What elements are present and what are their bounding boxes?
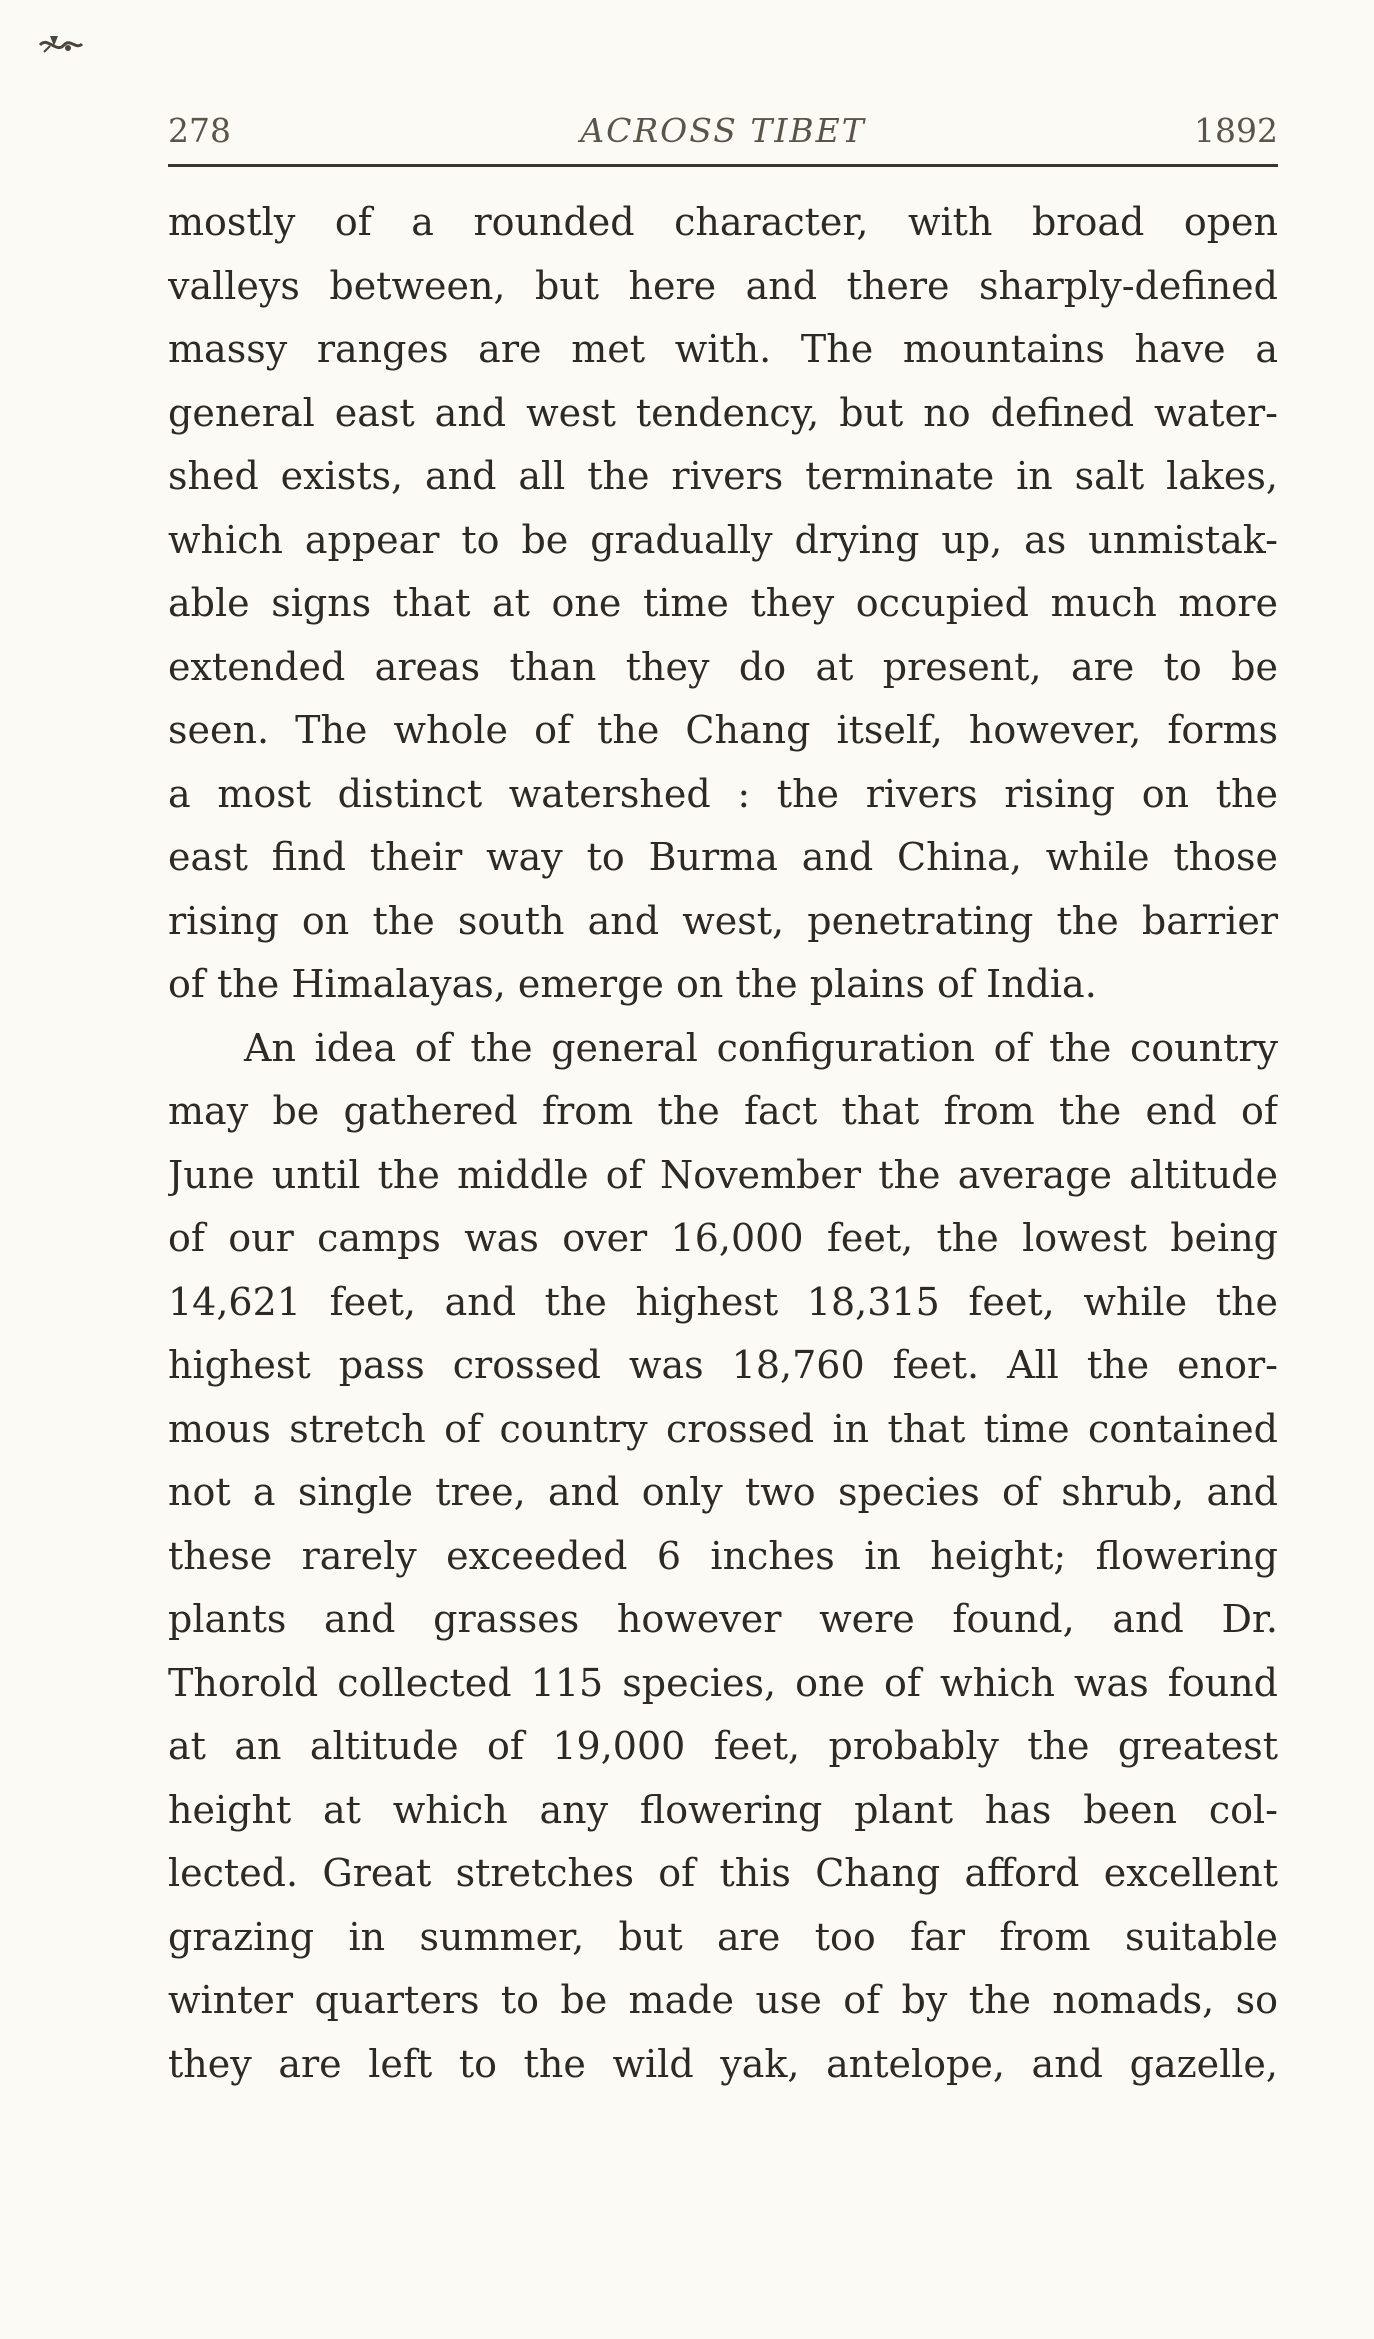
text-line: June until the middle of November the average altitude <box>168 1152 1278 1197</box>
text-line: of our camps was over 16,000 feet, the lowest being <box>168 1216 1278 1260</box>
text-line: plants and grasses however were found, and Dr. <box>168 1597 1278 1641</box>
text-line: grazing in summer, but are too far from suitable <box>168 1914 1278 1959</box>
text-line: of the Himalayas, emerge on the plains of India. <box>168 962 1097 1006</box>
text-line: extended areas than they do at present, are to be <box>168 644 1278 689</box>
paragraph-start-line: An idea of the general configuration of the country <box>244 1025 1278 1070</box>
year-marker: 1892 <box>1194 111 1278 150</box>
text-line: they are left to the wild yak, antelope, and gazelle, <box>168 2041 1278 2086</box>
text-line: height at which any flowering plant has been col- <box>168 1787 1278 1832</box>
text-line: at an altitude of 19,000 feet, probably the greatest <box>168 1724 1278 1768</box>
header-rule <box>168 164 1278 167</box>
text-line: shed exists, and all the rivers terminate in salt lakes, <box>168 454 1278 498</box>
page-header <box>168 106 1278 156</box>
running-head: ACROSS TIBET <box>580 111 866 150</box>
text-line: east find their way to Burma and China, while those <box>168 835 1278 879</box>
text-line: able signs that at one time they occupied much more <box>168 581 1278 625</box>
text-line: lected. Great stretches of this Chang afford excellent <box>168 1851 1278 1895</box>
text-line: massy ranges are met with. The mountains have a <box>168 327 1278 371</box>
text-line: may be gathered from the fact that from the end of <box>168 1089 1278 1133</box>
fleuron-icon <box>36 30 86 60</box>
text-line: rising on the south and west, penetrating the barrier <box>168 898 1278 943</box>
text-line: these rarely exceeded 6 inches in height; flowering <box>168 1533 1278 1578</box>
text-line: seen. The whole of the Chang itself, however, forms <box>168 708 1278 752</box>
text-line: mostly of a rounded character, with broad open <box>168 200 1278 244</box>
text-line: not a single tree, and only two species of shrub, and <box>168 1470 1278 1514</box>
text-line: 14,621 feet, and the highest 18,315 feet, while the <box>168 1279 1278 1324</box>
text-line: winter quarters to be made use of by the nomads, so <box>168 1978 1278 2022</box>
body-text <box>168 191 1278 2096</box>
text-line: Thorold collected 115 species, one of which was found <box>168 1660 1278 1705</box>
text-line: highest pass crossed was 18,760 feet. All the enor- <box>168 1343 1278 1387</box>
text-line: valleys between, but here and there sharply-defined <box>168 263 1278 308</box>
text-line: mous stretch of country crossed in that time contained <box>168 1406 1278 1451</box>
page-number: 278 <box>168 111 231 150</box>
text-line: which appear to be gradually drying up, as unmistak- <box>168 517 1278 562</box>
text-line: general east and west tendency, but no defined water- <box>168 390 1278 435</box>
text-line: a most distinct watershed : the rivers rising on the <box>168 771 1278 816</box>
